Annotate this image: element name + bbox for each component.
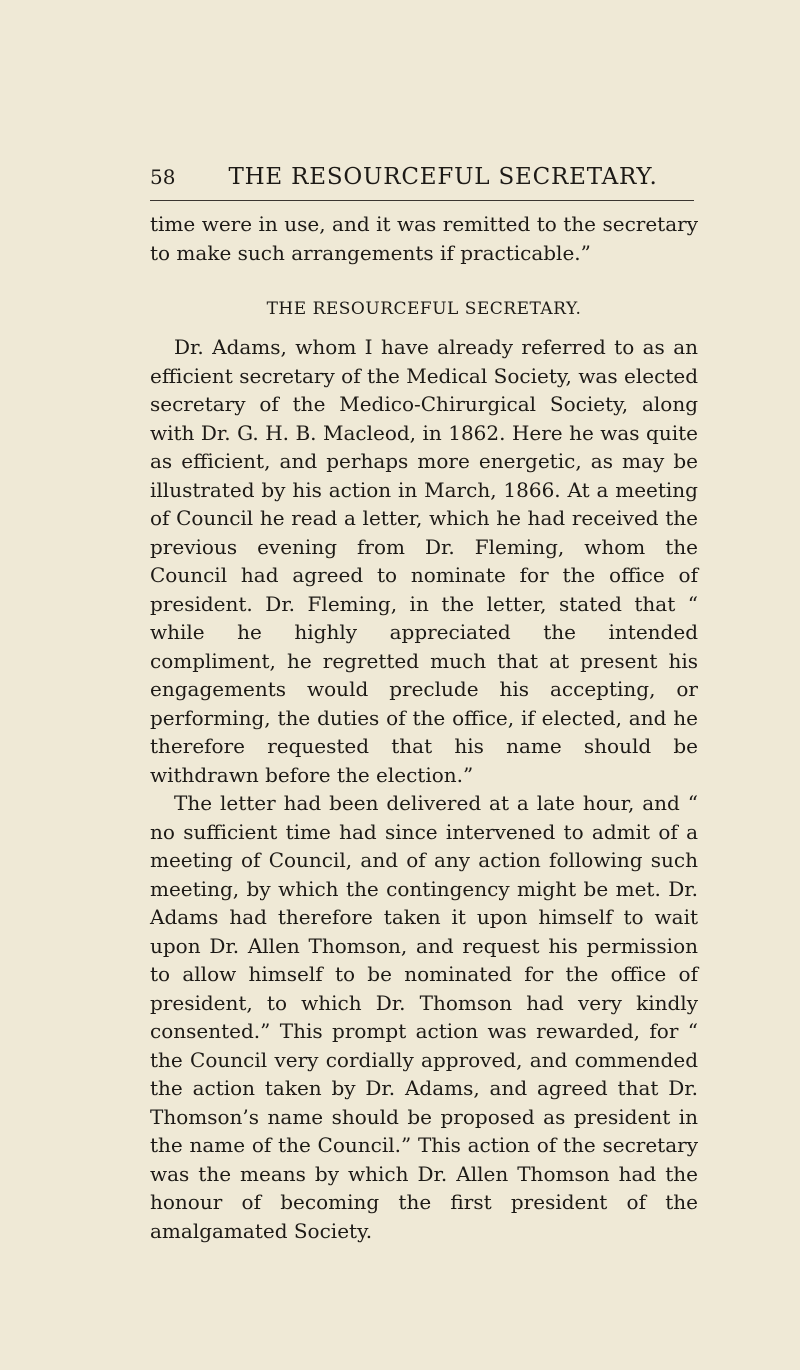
header-rule — [150, 200, 694, 201]
running-title: THE RESOURCEFUL SECRETARY. — [228, 164, 658, 190]
page-body — [150, 210, 698, 1245]
page-header — [150, 162, 696, 192]
paragraph-1: Dr. Adams, whom I have already referred to as an efficient secretary of the Medical Society, was elected secretary of the Medico-Chirurgical Society, along with Dr. G. H. B. Macleod, in 1862. Here he was quite as efficient, and perhaps more energetic, as may be illustrated by his action in March, 1866. At a meeting of Council he read a letter, which he had received the previous evening from Dr. Fleming, whom the Council had agreed to nominate for the office of president. Dr. Fleming, in the letter, stated that “ while he highly appreciated the intended compliment, he regretted much that at present his engagements would preclude his accepting, or performing, the duties of the office, if elected, and he therefore requested that his name should be withdrawn before the election.” — [150, 335, 698, 787]
continuation-paragraph: time were in use, and it was remitted to the secretary to make such arrangements if practicable.” — [150, 212, 698, 265]
page-number: 58 — [150, 165, 176, 189]
paragraph-2: The letter had been delivered at a late hour, and “ no sufficient time had since intervened to admit of a meeting of Council, and of any action following such meeting, by which the contingency might be met. Dr. Adams had therefore taken it upon himself to wait upon Dr. Allen Thomson, and request his permission to allow himself to be nominated for the office of president, to which Dr. Thomson had very kindly consented.” This prompt action was rewarded, for “ the Council very cordially approved, and commended the action taken by Dr. Adams, and agreed that Dr. Thomson’s name should be proposed as president in the name of the Council.” This action of the secretary was the means by which Dr. Allen Thomson had the honour of becoming the first president of the amalgamated Society. — [150, 791, 698, 1243]
section-heading: THE RESOURCEFUL SECRETARY. — [266, 299, 582, 319]
